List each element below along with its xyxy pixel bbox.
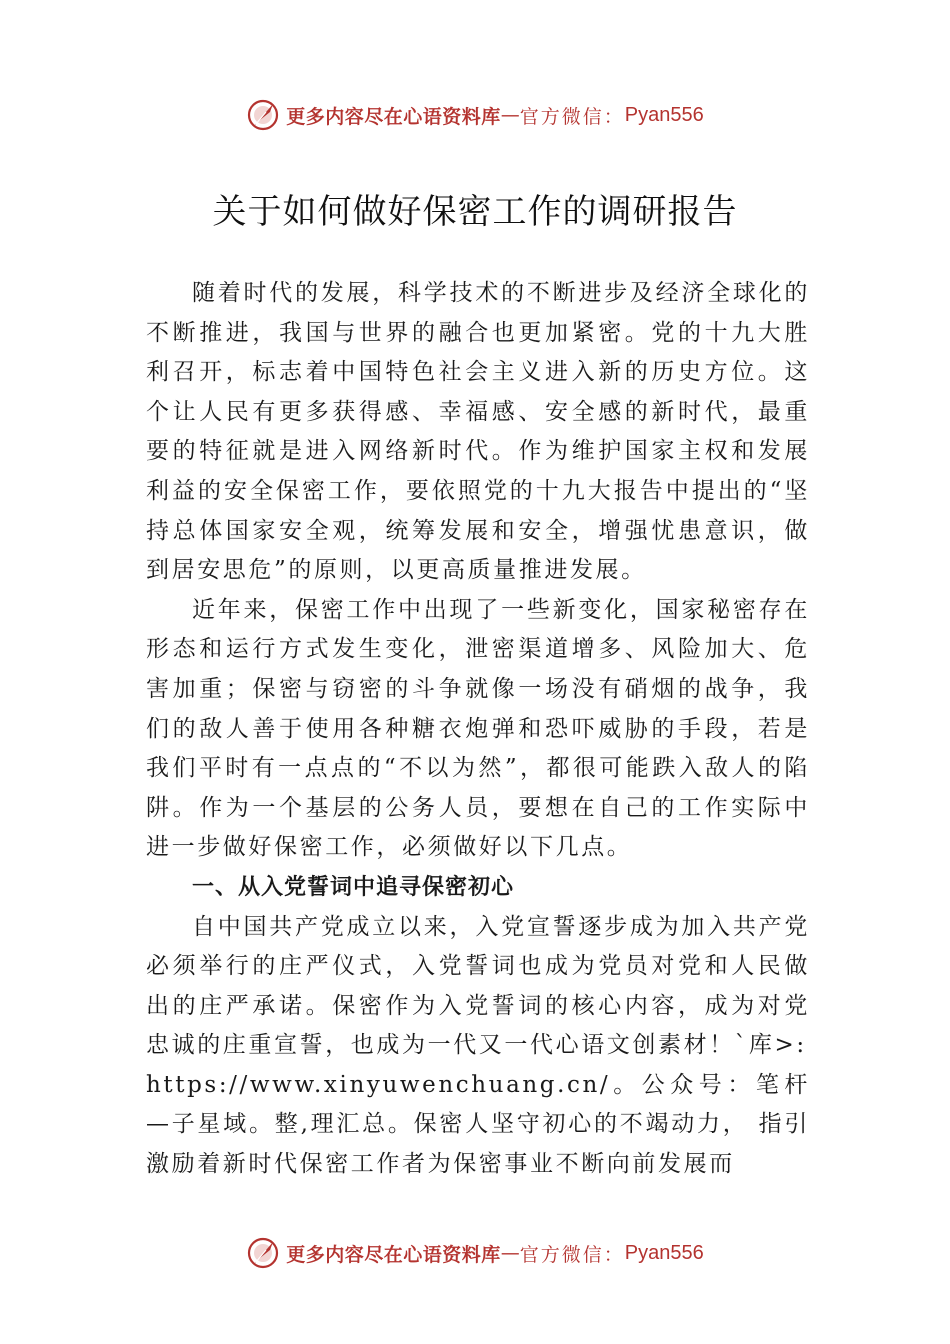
quill-seal-icon	[246, 98, 280, 132]
banner-wechat-id: Pyan556	[624, 103, 704, 126]
paragraph-section1-continued: https://www.xinyuwenchuang.cn/。公众号：笔杆—子星域。整,理汇总。保密人坚守初心的不竭动力， 指引激励着新时代保密工作者为保密事业不断向前发展而	[146, 1071, 810, 1178]
paragraph-intro: 随着时代的发展，科学技术的不断进步及经济全球化的不断推进，我国与世界的融合也更加紧密。党的十九大胜利召开，标志着中国特色社会主义进入新的历史方位。这个让人民有更多获得感、幸福感、安全感的新时代，最重要的特征就是进入网络新时代。作为维护国家主权和发展利益的安全保密工作，要依照党的十九大报告中提出的“坚持总体国家安全观，统筹发展和安全，增强忧患意识，做到居安思危”的原则，以更高质量推进发展。	[146, 280, 810, 584]
footer-wechat-id: Pyan556	[624, 1241, 704, 1264]
section-heading: 一、从入党誓词中追寻保密初心	[192, 874, 515, 900]
document-body	[146, 274, 810, 1185]
footer-brand: 更多内容尽在心语资料库	[286, 1243, 501, 1266]
footer-wechat-label: 官方微信：	[519, 1243, 625, 1266]
footer-banner	[0, 1233, 950, 1273]
header-banner	[0, 95, 950, 135]
quill-seal-icon	[246, 1236, 280, 1270]
document-title: 关于如何做好保密工作的调研报告	[212, 192, 738, 232]
paragraph-changes: 近年来，保密工作中出现了一些新变化，国家秘密存在形态和运行方式发生变化，泄密渠道增多、风险加大、危害加重；保密与窃密的斗争就像一场没有硝烟的战争，我们的敌人善于使用各种糖衣炮弹和恐吓威胁的手段，若是我们平时有一点点的“不以为然”，都很可能跌入敌人的陷阱。作为一个基层的公务人员，要想在自己的工作实际中进一步做好保密工作，必须做好以下几点。	[146, 596, 810, 861]
paragraph-section1: 自中国共产党成立以来，入党宣誓逐步成为加入共产党必须举行的庄严仪式，入党誓词也成为党员对党和人民做出的庄严承诺。保密作为入党誓词的核心内容，成为对党忠诚的庄重宣誓，也成为一代又一代心语文创素材！`库>:	[146, 913, 810, 1059]
banner-dash: —	[500, 104, 520, 126]
footer-dash: —	[500, 1242, 520, 1264]
banner-wechat-label: 官方微信：	[519, 105, 625, 128]
banner-brand: 更多内容尽在心语资料库	[286, 105, 501, 128]
